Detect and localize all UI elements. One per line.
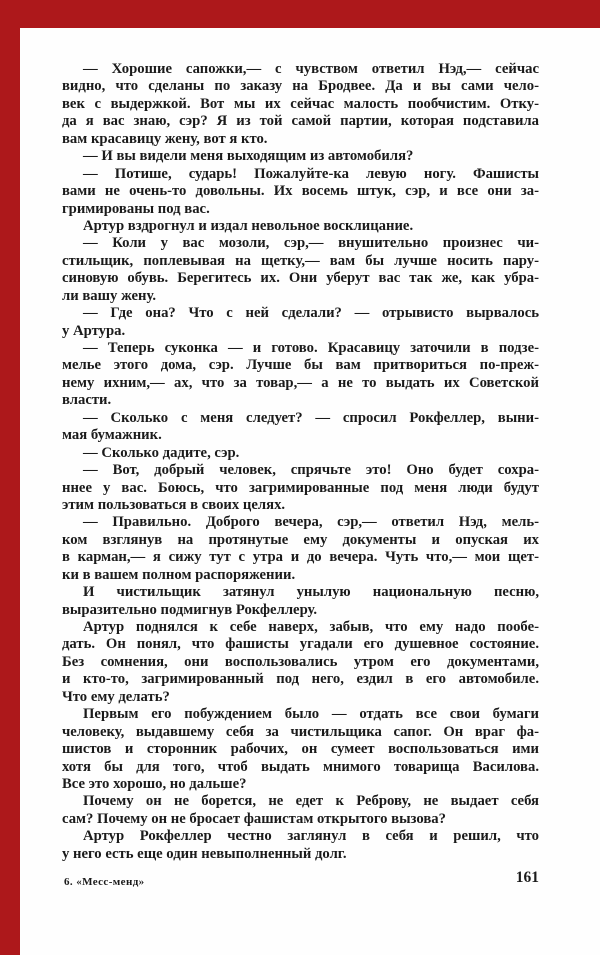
text-line: нему ихним,— ах, что за товар,— а не то выдать их Советской: [62, 374, 539, 391]
text-line: синовую обувь. Берегитесь их. Они уберут вас так же, как убра-: [62, 270, 539, 287]
text-line: мая бумажник.: [62, 427, 162, 444]
text-line: человеку, выдавшему себя за чистильщика сапог. Он враг фа-: [62, 723, 539, 740]
text-line: хотя бы для того, чтоб выдать мнимого товарища Василова.: [62, 758, 539, 775]
page-number: 161: [515, 869, 539, 886]
text-line: сам? Почему он не бросает фашистам открытого вызова?: [62, 810, 446, 827]
text-line: у Артура.: [62, 322, 126, 339]
scan-edge-left: [0, 0, 20, 955]
text-line: — Теперь суконка — и готово. Красавицу заточили в подзе-: [83, 340, 539, 356]
text-line: в карман,— я сижу тут с утра и до вечера. Чуть что,— мои щет-: [62, 549, 539, 566]
text-line: Артур Рокфеллер честно заглянул в себя и решил, что: [83, 828, 539, 845]
text-line: шистов и сторонник рабочих, он сумеет воспользоваться ими: [62, 741, 539, 758]
text-line: — Хорошие сапожки,— с чувством ответил Нэд,— сейчас: [83, 61, 539, 77]
text-line: Все это хорошо, но дальше?: [62, 775, 247, 792]
text-line: — Вот, добрый человек, спрячьте это! Оно будет сохра-: [83, 462, 539, 479]
text-line: видно, что сделаны по заказу на Бродвее. Да и вы сами чело-: [62, 78, 539, 95]
text-line: ннее у вас. Боюсь, что загримированные под меня люди будут: [62, 479, 539, 496]
text-line: стильщик, поплевывая на щетку,— вам бы лучше носить пару-: [62, 252, 539, 269]
edition-signature: 6. «Месс-менд»: [64, 876, 145, 888]
text-line: власти.: [62, 392, 112, 409]
text-line: Первым его побуждением было — отдать все свои бумаги: [83, 706, 539, 723]
text-line: Артур вздрогнул и издал невольное восклицание.: [83, 217, 414, 234]
text-line: Что ему делать?: [62, 688, 170, 705]
text-line: и кто-то, загримированный под него, ездил в его автомобиле.: [62, 671, 539, 688]
page-text-block: [62, 61, 539, 863]
scan-edge-top: [0, 0, 600, 28]
text-line: у него есть еще один невыполненный долг.: [62, 845, 347, 862]
text-line: вам красавицу жену, вот я кто.: [62, 130, 268, 147]
text-line: дать. Он понял, что фашисты угадали его душевное состояние.: [62, 636, 539, 653]
text-line: да я вас знаю, сэр? Я из той самой партии, которая подставила: [62, 113, 539, 130]
text-line: — Коли у вас мозоли, сэр,— внушительно произнес чи-: [83, 235, 539, 252]
text-line: Артур поднялся к себе наверх, забыв, что ему надо пообе-: [83, 619, 539, 635]
text-line: И чистильщик затянул унылую национальную песню,: [83, 584, 539, 601]
text-line: ком взглянув на протянутые ему документы и опуская их: [62, 531, 539, 548]
text-line: Почему он не борется, не едет к Реброву, не выдает себя: [83, 793, 539, 810]
text-line: — Где она? Что с ней сделали? — отрывисто вырвалось: [83, 305, 539, 322]
text-line: — Правильно. Доброго вечера, сэр,— ответил Нэд, мель-: [83, 514, 539, 531]
text-line: — Сколько с меня следует? — спросил Рокфеллер, выни-: [83, 409, 539, 426]
text-line: ли вашу жену.: [62, 287, 157, 304]
text-line: — Сколько дадите, сэр.: [83, 444, 240, 461]
text-line: век с выдержкой. Вот мы их сейчас малость пообчистим. Отку-: [62, 95, 539, 112]
text-line: гримированы под вас.: [62, 200, 210, 217]
text-line: вами не очень-то довольны. Их восемь штук, сэр, и все они за-: [62, 183, 539, 200]
text-line: этим пользоваться в своих целях.: [62, 496, 286, 513]
text-line: выразительно подмигнув Рокфеллеру.: [62, 601, 318, 618]
text-line: — И вы видели меня выходящим из автомобиля?: [83, 148, 414, 165]
text-line: — Потише, сударь! Пожалуйте-ка левую ногу. Фашисты: [83, 165, 539, 182]
text-line: Без сомнения, они воспользовались утром его документами,: [62, 653, 539, 670]
text-line: мелье этого дома, сэр. Лучше бы вам притвориться по-преж-: [62, 357, 539, 374]
text-line: ки в вашем полном распоряжении.: [62, 566, 296, 583]
